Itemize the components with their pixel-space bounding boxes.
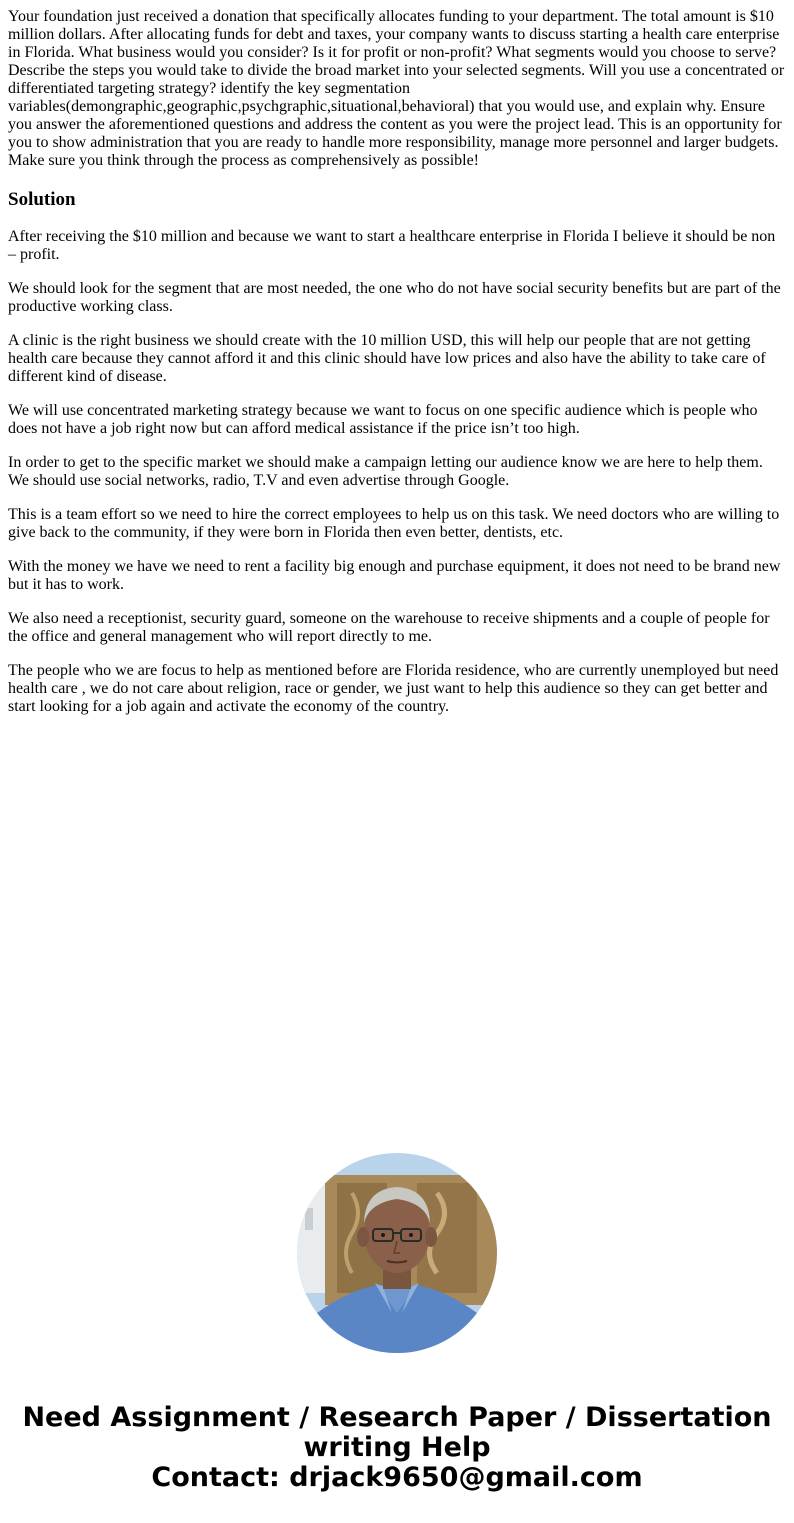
question-text: Your foundation just received a donation that specifically allocates funding to your department. The total amount is $10 million dollars. After allocating funds for debt and taxes, your company wants to discuss starting a health care enterprise in Florida. What business would you consider? Is it for profit or non-profit? What segments would you choose to serve? Describe the steps you would take to divide the broad market into your selected segments. Will you use a concentrated or differentiated targeting strategy? identify the key segmentation variables(demongraphic,geographic,psychgraphic,situational,behavioral) that you would use, and explain why. Ensure you answer the aforementioned questions and address the content as you were the project lead. This is an opportunity for you to show administration that you are ready to handle more responsibility, manage more personnel and larger budgets. Make sure you think through the process as comprehensively as possible! [8,8,785,169]
solution-paragraph: This is a team effort so we need to hire the correct employees to help us on this task. We need doctors who are willing to give back to the community, if they were born in Florida then even better, dentists, etc. [8,506,780,541]
solution-paragraph: We will use concentrated marketing strategy because we want to focus on one specific audience which is people who does not have a job right now but can afford medical assistance if the price isn’t too high. [8,402,758,437]
promo-contact: Contact: drjack9650@gmail.com [151,1462,643,1493]
solution-paragraph: With the money we have we need to rent a facility big enough and purchase equipment, it does not need to be brand new but it has to work. [8,558,781,593]
solution-paragraph: We should look for the segment that are most needed, the one who do not have social security benefits but are part of the productive working class. [8,280,781,315]
author-portrait-image [297,1153,497,1353]
solution-paragraph: We also need a receptionist, security guard, someone on the warehouse to receive shipments and a couple of people for the office and general management who will report directly to me. [8,610,770,645]
solution-paragraph: In order to get to the specific market we should make a campaign letting our audience know we are here to help them. We should use social networks, radio, T.V and even advertise through Google. [8,454,763,489]
promo-line: writing Help [303,1432,491,1463]
promo-line: Need Assignment / Research Paper / Dissertation [22,1402,772,1433]
promo-banner [0,1403,794,1493]
solution-paragraph: The people who we are focus to help as mentioned before are Florida residence, who are currently unemployed but need health care , we do not care about religion, race or gender, we just want to help this audience so they can get better and start looking for a job again and activate the economy of the country. [8,662,779,715]
author-avatar [297,1153,497,1353]
article-body [8,8,786,732]
solution-paragraph: After receiving the $10 million and because we want to start a healthcare enterprise in Florida I believe it should be non – profit. [8,228,776,263]
solution-paragraph: A clinic is the right business we should create with the 10 million USD, this will help our people that are not getting health care because they cannot afford it and this clinic should have low prices and also have the ability to take care of different kind of disease. [8,332,766,385]
solution-heading: Solution [8,189,76,210]
